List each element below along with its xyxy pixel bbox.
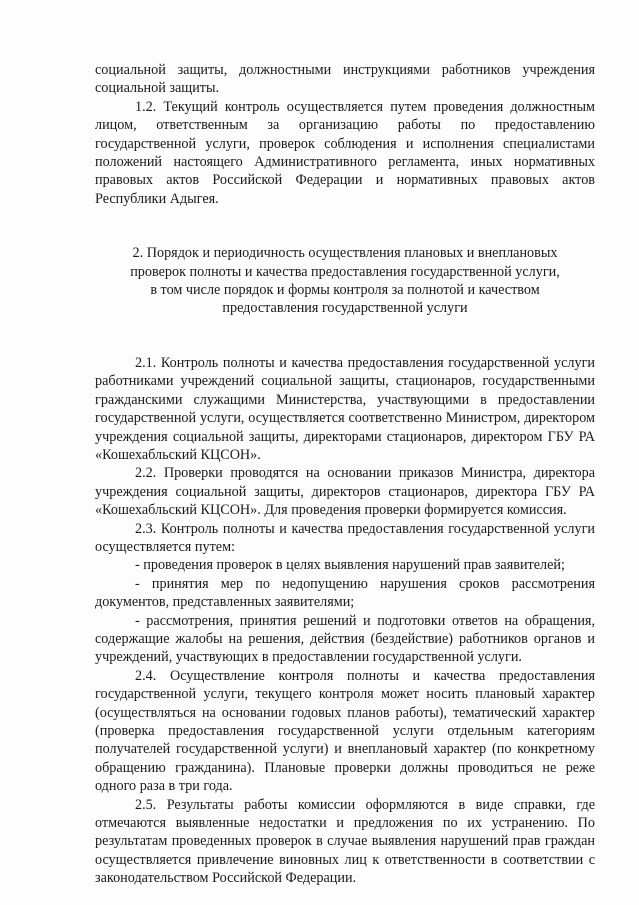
section-2-heading-line: проверок полноты и качества предоставления государственной услуги, (130, 263, 560, 280)
section-2-heading (95, 244, 595, 318)
section-2-heading-line: предоставления государственной услуги (222, 300, 468, 317)
paragraph-2-3: 2.3. Контроль полноты и качества предоставления государственной услуги осуществляется путем: (95, 520, 595, 555)
intro-continuation: социальной защиты, должностными инструкциями работников учреждения социальной защиты. (95, 62, 595, 97)
section-2-heading-line: в том числе порядок и формы контроля за полнотой и качеством (150, 282, 540, 299)
paragraph-2-3-item: - рассмотрения, принятия решений и подготовки ответов на обращения, содержащие жалобы на решения, действия (бездействие) работников органов и учреждений, участвующих в предоставлении государственной услуги. (95, 612, 595, 666)
paragraph-2-3-item: - принятия мер по недопущению нарушения сроков рассмотрения документов, представленных заявителями; (95, 575, 595, 611)
paragraph-2-4: 2.4. Осуществление контроля полноты и качества предоставления государственной услуги, текущего контроля может носить плановый характер (осуществляться на основании годовых планов работы), тематический характер (проверка предоставления государственной услуги отдельным категориям получателей государственной услуги) и внеплановый характер (по конкретному обращению гражданина). Плановые проверки должны проводиться не реже одного раза в три года. (95, 667, 595, 795)
section-2-heading-line: 2. Порядок и периодичность осуществления плановых и внеплановых (132, 245, 558, 262)
document-body (95, 61, 595, 888)
paragraph-2-2: 2.2. Проверки проводятся на основании приказов Министра, директора учреждения социальной защиты, директоров стационаров, директора ГБУ РА «Кошехабльский КЦСОН». Для проведения проверки формируется комиссия. (95, 465, 595, 519)
paragraph-2-3-item: - проведения проверок в целях выявления нарушений прав заявителей; (135, 557, 565, 574)
paragraph-2-1: 2.1. Контроль полноты и качества предоставления государственной услуги работниками учреждений социальной защиты, стационаров, государственными гражданскими служащими Министерства, участвующими в предоставлении государственной услуги, осуществляется соответственно Министром, директором учреждения социальной защиты, директорами стационаров, директором ГБУ РА «Кошехабльский КЦСОН». (95, 354, 595, 463)
paragraph-2-5: 2.5. Результаты работы комиссии оформляются в виде справки, где отмечаются выявленные недостатки и предложения по их устранению. По результатам проведенных проверок в случае выявления нарушений прав граждан осуществляется привлечение виновных лиц к ответственности в соответствии с законодательством Российской Федерации. (95, 796, 595, 887)
paragraph-1-2: 1.2. Текущий контроль осуществляется путем проведения должностным лицом, ответственным за организацию работы по предоставлению государственной услуги, проверок соблюдения и исполнения специалистами положений настоящего Административного регламента, иных нормативных правовых актов Российской Федерации и нормативных правовых актов Республики Адыгея. (95, 98, 595, 207)
